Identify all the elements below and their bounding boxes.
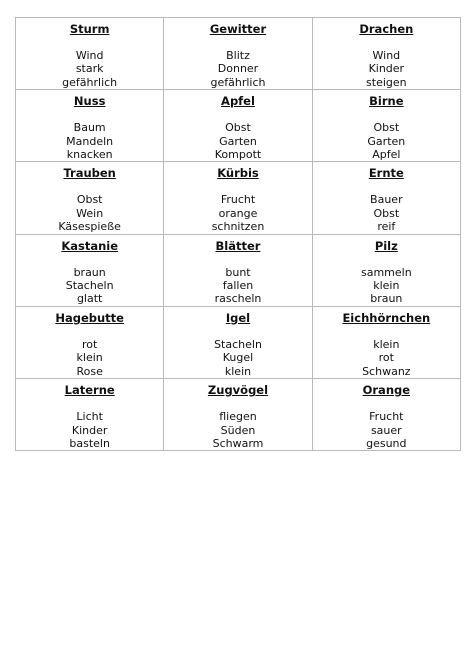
card-word: schnitzen	[211, 220, 265, 234]
card-word: Kinder	[71, 423, 108, 437]
card-word: sammeln	[360, 265, 412, 279]
card-word: Obst	[373, 121, 400, 135]
card-word: sauer	[370, 423, 402, 437]
word-card	[16, 379, 164, 451]
card-title: Pilz	[374, 238, 398, 253]
card-word: bunt	[225, 265, 251, 279]
card-title: Nuss	[73, 94, 106, 109]
card-word: Kompott	[214, 148, 262, 162]
card-word: klein	[373, 279, 400, 293]
card-title: Kürbis	[217, 166, 259, 181]
card-word-list	[164, 338, 311, 378]
card-word: stark	[75, 62, 104, 76]
card-word: Frucht	[220, 193, 256, 207]
card-word: Kugel	[222, 351, 254, 365]
card-word: knacken	[66, 148, 113, 162]
card-word-list	[164, 266, 311, 306]
card-word: Bauer	[370, 193, 403, 207]
card-row	[16, 162, 461, 234]
card-word: Obst	[225, 121, 251, 135]
card-word-list	[313, 49, 460, 89]
card-word: Baum	[73, 121, 106, 135]
card-word: fliegen	[219, 410, 257, 424]
card-word: Mandeln	[66, 134, 114, 148]
card-word: Garten	[367, 134, 406, 148]
card-word: Stacheln	[214, 337, 262, 351]
word-card	[164, 162, 312, 234]
card-word-list	[16, 338, 163, 378]
card-word: Garten	[219, 134, 257, 148]
word-card	[312, 379, 460, 451]
word-card-grid	[15, 17, 461, 451]
word-card	[164, 234, 312, 306]
card-word: steigen	[366, 75, 407, 89]
card-word: Licht	[76, 410, 103, 424]
card-word: gefährlich	[62, 75, 118, 89]
card-word: glatt	[76, 292, 103, 306]
word-card	[16, 234, 164, 306]
word-card	[164, 90, 312, 162]
card-title: Birne	[369, 94, 404, 109]
card-title: Zugvögel	[207, 383, 269, 398]
card-word: Stacheln	[65, 279, 114, 293]
card-title: Drachen	[359, 22, 414, 36]
card-word: basteln	[69, 436, 110, 450]
card-title: Hagebutte	[55, 310, 124, 325]
card-title: Blätter	[215, 238, 261, 253]
card-word: Schwanz	[362, 364, 411, 378]
card-title: Gewitter	[209, 22, 267, 36]
card-word: rascheln	[214, 292, 262, 306]
card-word: braun	[370, 292, 403, 306]
card-word: reif	[377, 220, 396, 234]
card-word-list	[313, 193, 460, 233]
word-card	[312, 162, 460, 234]
card-word: Donner	[217, 62, 259, 76]
card-word: Kinder	[368, 62, 405, 76]
word-card	[312, 90, 460, 162]
card-word: orange	[218, 206, 258, 220]
card-word-list	[164, 410, 311, 450]
card-row	[16, 234, 461, 306]
card-title: Igel	[225, 310, 251, 325]
card-word: Wein	[76, 206, 104, 220]
card-word: Obst	[76, 193, 103, 207]
card-word: Käsespieße	[58, 220, 121, 234]
card-word: Wind	[372, 49, 401, 62]
card-title: Laterne	[64, 383, 115, 398]
card-row	[16, 90, 461, 162]
card-word: Süden	[220, 423, 256, 437]
card-title: Trauben	[63, 166, 116, 181]
card-word: rot	[378, 351, 394, 365]
card-word-list	[164, 49, 311, 89]
card-word: klein	[76, 351, 103, 365]
card-title: Sturm	[69, 22, 110, 36]
card-word-list	[164, 193, 311, 233]
card-row	[16, 306, 461, 378]
card-word: Blitz	[226, 49, 250, 62]
card-word: gefährlich	[210, 75, 266, 89]
word-card	[16, 18, 164, 90]
word-card	[16, 306, 164, 378]
word-card	[164, 379, 312, 451]
card-title: Apfel	[221, 94, 255, 109]
card-word-list	[313, 338, 460, 378]
card-word-list	[313, 266, 460, 306]
card-row	[16, 18, 461, 90]
card-title: Eichhörnchen	[342, 310, 431, 325]
card-word-list	[313, 410, 460, 450]
card-title: Kastanie	[61, 238, 119, 253]
card-word-list	[16, 266, 163, 306]
word-card	[312, 234, 460, 306]
card-word: gesund	[366, 436, 407, 450]
card-word: klein	[373, 337, 400, 351]
card-row	[16, 379, 461, 451]
card-word: braun	[73, 265, 106, 279]
card-word: Frucht	[369, 410, 404, 424]
card-word: Schwarm	[212, 436, 264, 450]
card-word-list	[313, 121, 460, 161]
card-word-list	[16, 121, 163, 161]
word-card	[312, 306, 460, 378]
card-word: Wind	[75, 49, 104, 62]
card-word: rot	[82, 337, 98, 351]
word-card	[164, 18, 312, 90]
card-word: Rose	[76, 364, 103, 378]
card-title: Ernte	[368, 166, 404, 181]
card-word: klein	[224, 364, 252, 378]
card-word-list	[16, 193, 163, 233]
card-word-list	[16, 49, 163, 89]
card-word-list	[164, 121, 311, 161]
card-word-list	[16, 410, 163, 450]
card-word: fallen	[222, 279, 254, 293]
word-card	[16, 90, 164, 162]
word-card	[312, 18, 460, 90]
card-title: Orange	[362, 383, 411, 398]
card-word: Apfel	[372, 148, 401, 162]
word-card	[164, 306, 312, 378]
word-card	[16, 162, 164, 234]
card-word: Obst	[373, 206, 400, 220]
